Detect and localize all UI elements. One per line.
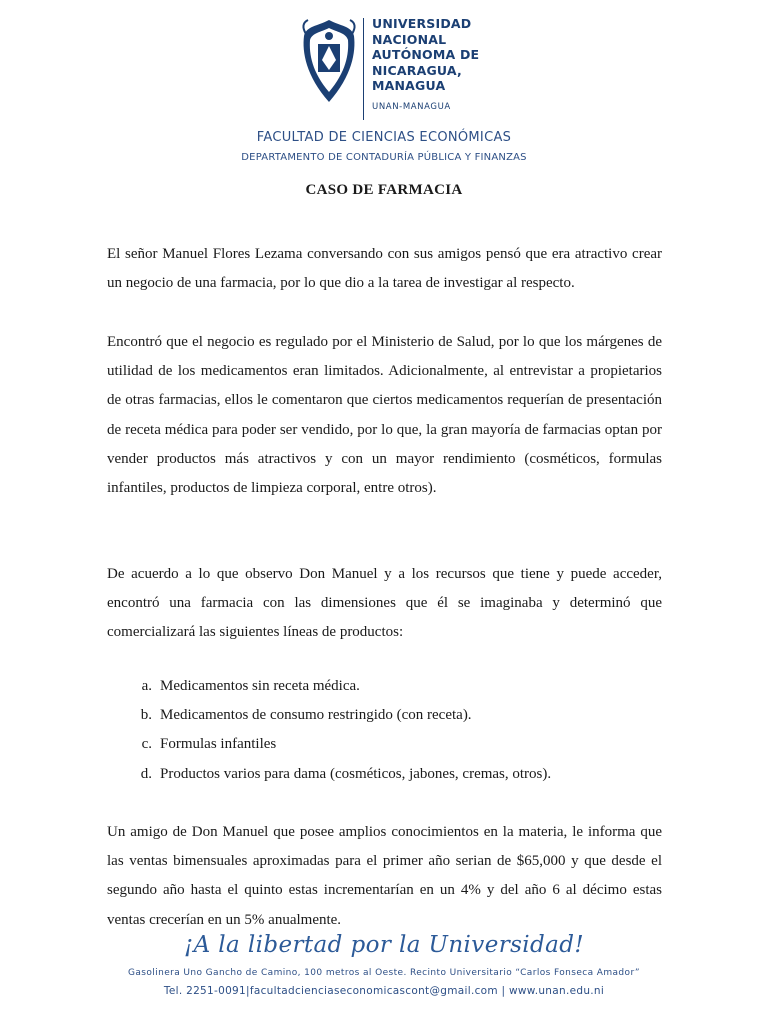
list-item-text: Productos varios para dama (cosméticos, jabones, cremas, otros). bbox=[160, 765, 552, 782]
list-marker: b. bbox=[140, 707, 152, 724]
list-item bbox=[107, 760, 662, 789]
document-title: CASO DE FARMACIA bbox=[305, 182, 463, 198]
footer-address: Gasolinera Uno Gancho de Camino, 100 metros al Oeste. Recinto Universitario “Carlos Fonseca Amador” bbox=[128, 968, 640, 978]
list-item bbox=[107, 672, 662, 701]
paragraph: Un amigo de Don Manuel que posee amplios conocimientos en la materia, le informa que las ventas bimensuales aproximadas para el primer año serian de $65,000 y que desde el segundo año hasta el quinto estas incrementarían en un 4% y del año 6 al décimo estas ventas crecerían en un 5% anualmente. bbox=[107, 824, 662, 928]
list-item bbox=[107, 701, 662, 730]
paragraph: El señor Manuel Flores Lezama conversando con sus amigos pensó que era atractivo crear un negocio de una farmacia, por lo que dio a la tarea de investigar al respecto. bbox=[107, 246, 662, 292]
letterhead bbox=[0, 10, 768, 120]
paragraph: Encontró que el negocio es regulado por el Ministerio de Salud, por lo que los márgenes de utilidad de los medicamentos eran limitados. Adicionalmente, al entrevistar a propietarios de otras farmacias, ellos le comentaron que ciertos medicamentos requerían de presentación de receta médica para poder ser vendido, por lo que, la gran mayoría de farmacias optan por vender productos más atractivos y con un mayor rendimiento (cosméticos, formulas infantiles, productos de limpieza corporal, entre otros). bbox=[107, 334, 662, 497]
university-name-line: UNIVERSIDAD bbox=[372, 16, 472, 31]
list-item-text: Formulas infantiles bbox=[160, 736, 277, 753]
list-item bbox=[107, 730, 662, 759]
list-marker: a. bbox=[141, 678, 152, 694]
footer-slogan: ¡A la libertad por la Universidad! bbox=[183, 932, 585, 958]
faculty-name: FACULTAD DE CIENCIAS ECONÓMICAS bbox=[256, 130, 512, 145]
list-marker: c. bbox=[141, 736, 152, 753]
list-item-text: Medicamentos de consumo restringido (con receta). bbox=[160, 707, 472, 724]
university-name bbox=[372, 16, 572, 94]
paragraph: De acuerdo a lo que observo Don Manuel y a los recursos que tiene y puede acceder, encontró una farmacia con las dimensiones que él se imaginaba y determinó que comercializará las siguientes líneas de productos: bbox=[107, 566, 662, 641]
footer-contact: Tel. 2251-0091|facultadcienciaseconomicascont@gmail.com | www.unan.edu.ni bbox=[163, 985, 605, 997]
list-marker: d. bbox=[140, 765, 152, 782]
university-name-line: NICARAGUA, bbox=[372, 62, 462, 78]
list-item-text: Medicamentos sin receta médica. bbox=[160, 678, 360, 694]
university-seal-icon bbox=[298, 16, 360, 108]
university-name-line: MANAGUA bbox=[372, 78, 446, 93]
university-name-line: AUTÓNOMA DE bbox=[372, 47, 480, 62]
university-name-line: NACIONAL bbox=[372, 31, 447, 47]
department-name: DEPARTAMENTO DE CONTADURÍA PÚBLICA Y FINANZAS bbox=[241, 152, 527, 163]
product-lines-list bbox=[107, 672, 662, 789]
university-short-name: UNAN-MANAGUA bbox=[372, 102, 451, 112]
header-divider bbox=[363, 18, 364, 120]
